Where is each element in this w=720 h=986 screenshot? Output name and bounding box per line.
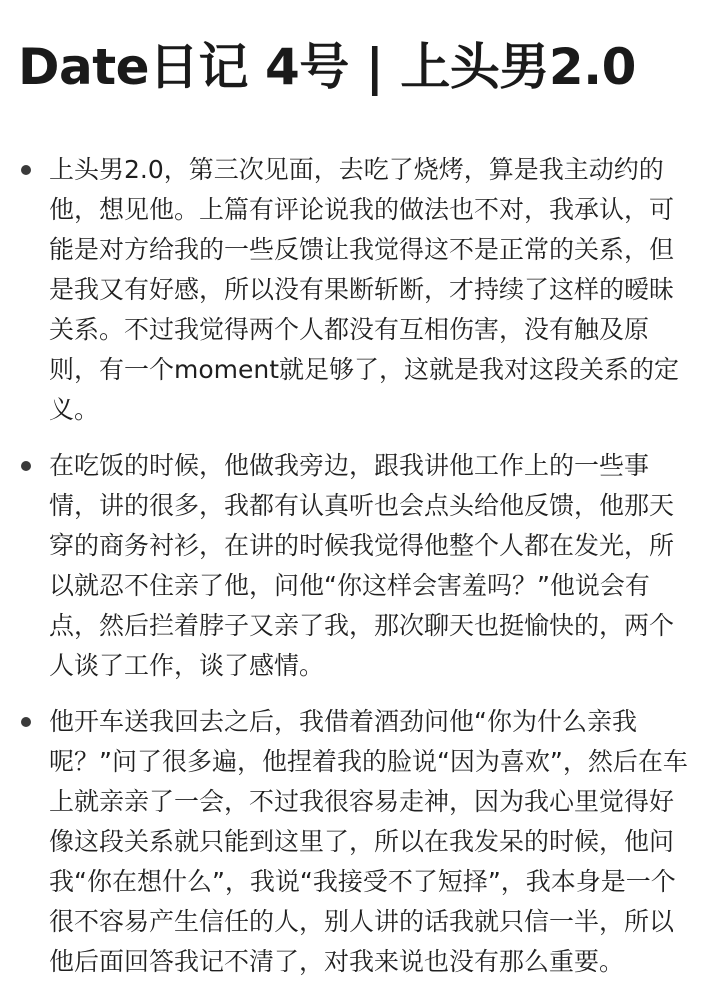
bullet-dot-icon	[21, 461, 31, 471]
bullet-dot-icon	[21, 165, 31, 175]
list-item	[18, 702, 688, 982]
list-item	[18, 446, 688, 686]
page-title: Date日记 4号 | 上头男2.0	[18, 38, 636, 96]
list-item	[18, 150, 688, 430]
list-item-text: 他开车送我回去之后，我借着酒劲问他“你为什么亲我呢？”问了很多遍，他捏着我的脸说“因为喜欢”，然后在车上就亲亲了一会，不过我很容易走神，因为我心里觉得好像这段关系就只能到这里了，所以在我发呆的时候，他问我“你在想什么”，我说“我接受不了短择”，我本身是一个很不容易产生信任的人，别人讲的话我就只信一半，所以他后面回答我记不清了，对我来说也没有那么重要。	[49, 707, 688, 976]
note-list	[18, 150, 688, 982]
list-item-text: 上头男2.0，第三次见面，去吃了烧烤，算是我主动约的他，想见他。上篇有评论说我的做法也不对，我承认，可能是对方给我的一些反馈让我觉得这不是正常的关系，但是我又有好感，所以没有果断斩断，才持续了这样的暧昧关系。不过我觉得两个人都没有互相伤害，没有触及原则，有一个moment就足够了，这就是我对这段关系的定义。	[49, 155, 680, 424]
bullet-dot-icon	[21, 717, 31, 727]
list-item-text: 在吃饭的时候，他做我旁边，跟我讲他工作上的一些事情，讲的很多，我都有认真听也会点头给他反馈，他那天穿的商务衬衫，在讲的时候我觉得他整个人都在发光，所以就忍不住亲了他，问他“你这样会害羞吗？”他说会有点，然后拦着脖子又亲了我，那次聊天也挺愉快的，两个人谈了工作，谈了感情。	[49, 451, 675, 680]
